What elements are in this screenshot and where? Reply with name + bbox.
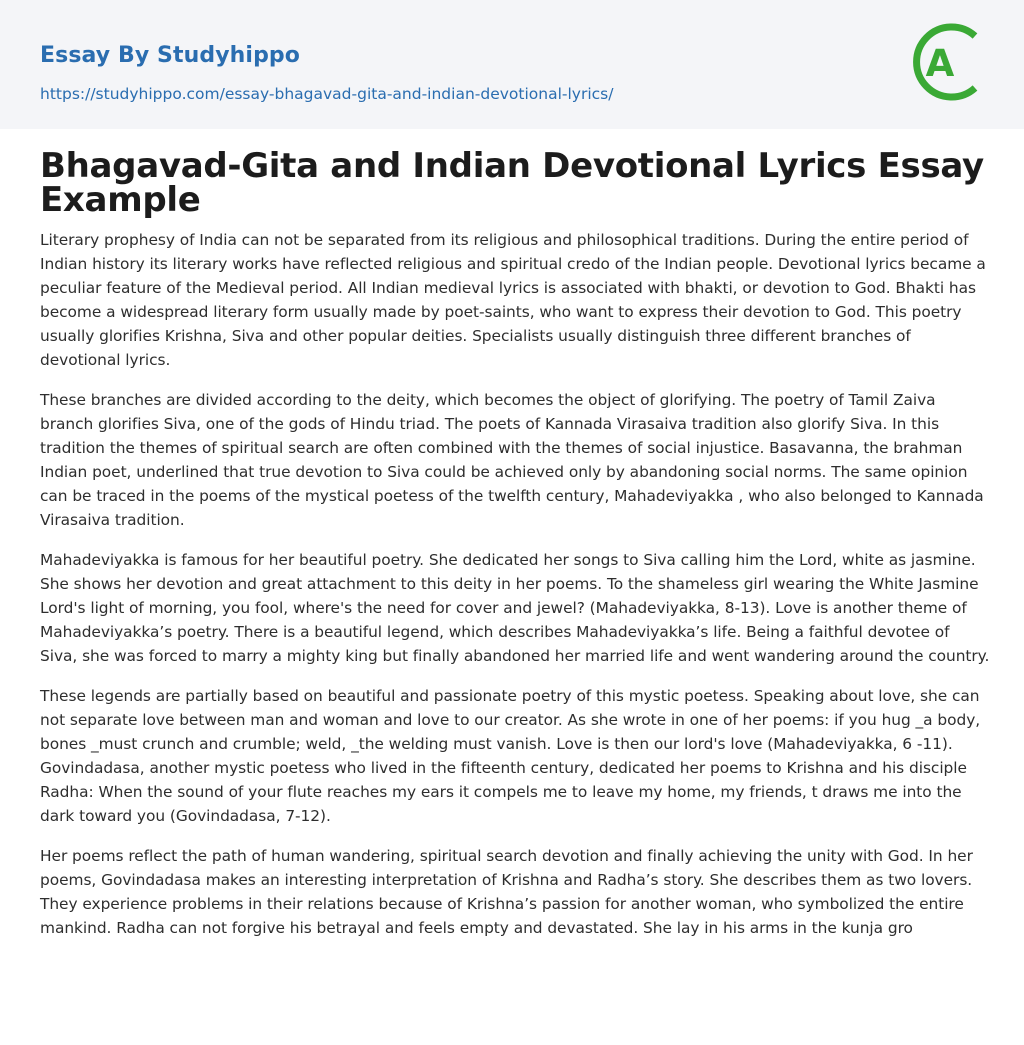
studyhippo-logo-icon[interactable] bbox=[912, 19, 986, 105]
article bbox=[40, 146, 990, 956]
logo-letter: A bbox=[925, 42, 955, 85]
article-paragraph: These legends are partially based on beautiful and passionate poetry of this mystic poetess. Speaking about love, she can not separate love between man and woman and love to our creator. As she wrote in one of her poems: if you hug _a body, bones _must crunch and crumble; weld, _the welding must vanish. Love is then our lord's love (Mahadeviyakka, 6 -11). Govindadasa, another mystic poetess who lived in the fifteenth century, dedicated her poems to Krishna and his disciple Radha: When the sound of your flute reaches my ears it compels me to leave my home, my friends, t draws me into the dark toward you (Govindadasa, 7-12). bbox=[40, 687, 981, 825]
site-header bbox=[0, 0, 1024, 129]
page-title: Bhagavad-Gita and Indian Devotional Lyrics Essay Example bbox=[40, 146, 984, 220]
article-paragraph: These branches are divided according to the deity, which becomes the object of glorifying. The poetry of Tamil Zaiva branch glorifies Siva, one of the gods of Hindu triad. The poets of Kannada Virasaiva tradition also glorify Siva. In this tradition the themes of spiritual search are often combined with the themes of social injustice. Basavanna, the brahman Indian poet, underlined that true devotion to Siva could be achieved only by abandoning social norms. The same opinion can be traced in the poems of the mystical poetess of the twelfth century, Mahadeviyakka , who also belonged to Kannada Virasaiva tradition. bbox=[40, 391, 984, 529]
site-brand[interactable]: Essay By Studyhippo bbox=[40, 43, 300, 68]
article-paragraph: Mahadeviyakka is famous for her beautiful poetry. She dedicated her songs to Siva calling him the Lord, white as jasmine. She shows her devotion and great attachment to this deity in her poems. To the shameless girl wearing the White Jasmine Lord's light of morning, you fool, where's the need for cover and jewel? (Mahadeviyakka, 8-13). Love is another theme of Mahadeviyakka’s poetry. There is a beautiful legend, which describes Mahadeviyakka’s life. Being a faithful devotee of Siva, she was forced to marry a mighty king but finally abandoned her married life and went wandering around the country. bbox=[40, 551, 990, 665]
article-paragraph: Her poems reflect the path of human wandering, spiritual search devotion and finally achieving the unity with God. In her poems, Govindadasa makes an interesting interpretation of Krishna and Radha’s story. She describes them as two lovers. They experience problems in their relations because of Krishna’s passion for another woman, who symbolized the entire mankind. Radha can not forgive his betrayal and feels empty and devastated. She lay in his arms in the kunja gro bbox=[40, 847, 973, 937]
article-paragraph: Literary prophesy of India can not be separated from its religious and philosophical traditions. During the entire period of Indian history its literary works have reflected religious and spiritual credo of the Indian people. Devotional lyrics became a peculiar feature of the Medieval period. All Indian medieval lyrics is associated with bhakti, or devotion to God. Bhakti has become a widespread literary form usually made by poet-saints, who want to express their devotion to God. This poetry usually glorifies Krishna, Siva and other popular deities. Specialists usually distinguish three different branches of devotional lyrics. bbox=[40, 231, 986, 369]
source-url-link[interactable]: https://studyhippo.com/essay-bhagavad-gita-and-indian-devotional-lyrics/ bbox=[40, 85, 614, 103]
